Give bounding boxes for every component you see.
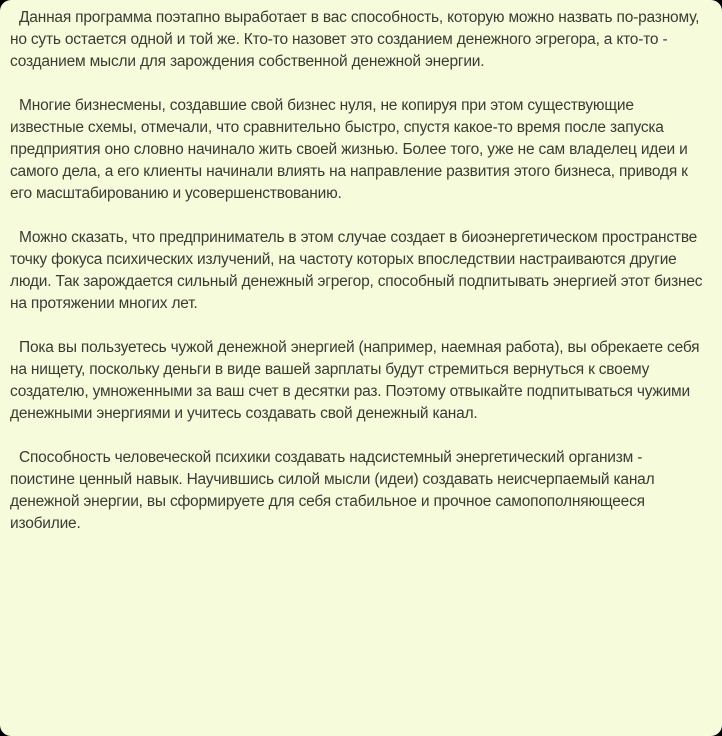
paragraph-businessmen: Многие бизнесмены, создавшие свой бизнес нуля, не копируя при этом существующие известные схемы, отмечали, что сравнительно быстро, спустя какое-то время после запуска предприятия оно словно начинало жить своей жизнью. Более того, уже не сам владелец идеи и самого дела, а его клиенты начинали влиять на направление развития этого бизнеса, приводя к его масштабированию и усовершенствованию. [10,97,688,202]
paragraph-entrepreneur-focus: Можно сказать, что предприниматель в этом случае создает в биоэнергетическом пространстве точку фокуса психических излучений, на частоту которых впоследствии настраиваются другие люди. Так зарождается сильный денежный эгрегор, способный подпитывать энергией этот бизнес на протяжении многих лет. [10,229,703,312]
paragraph-foreign-energy-warning: Пока вы пользуетесь чужой денежной энергией (например, наемная работа), вы обрекаете себя на нищету, поскольку деньги в виде вашей зарплаты будут стремиться вернуться к своему создателю, умноженными за ваш счет в десятки раз. Поэтому отвыкайте подпитываться чужими денежными энергиями и учитесь создавать свой денежный канал. [10,339,700,422]
paragraph-intro: Данная программа поэтапно выработает в вас способность, которую можно назвать по-разному, но суть остается одной и той же. Кто-то назовет это созданием денежного эгрегора, а кто-то - созданием мысли для зарождения собственной денежной энергии. [10,9,700,70]
paragraph-psyche-ability: Способность человеческой психики создавать надсистемный энергетический организм - поистине ценный навык. Научившись силой мысли (идеи) создавать неисчерпаемый канал денежной энергии, вы сформируете для себя стабильное и прочное самопополняющееся изобилие. [10,449,655,532]
